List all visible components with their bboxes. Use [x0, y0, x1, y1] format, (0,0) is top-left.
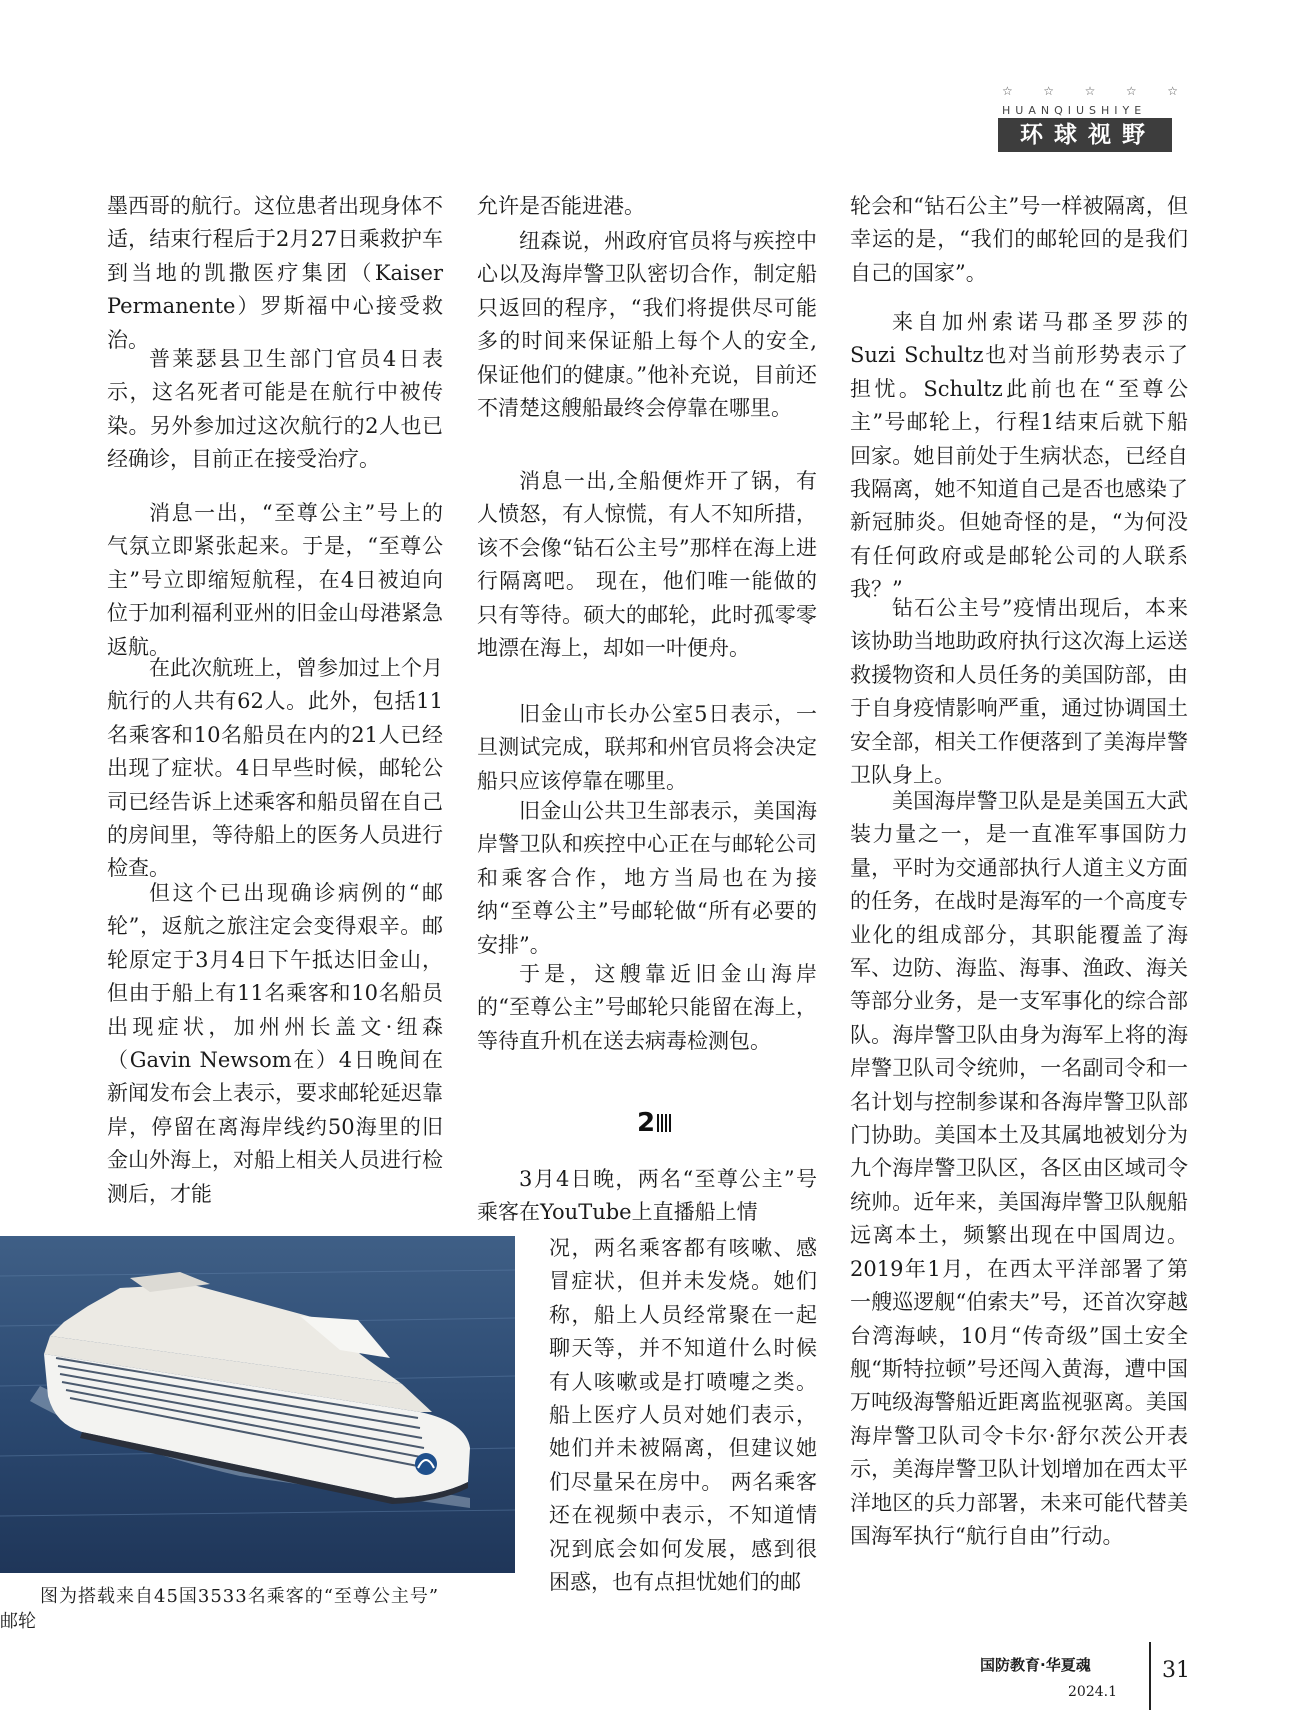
col3-paragraph-1: 轮会和“钻石公主”号一样被隔离，但幸运的是，“我们的邮轮回的是我们自己的国家”。	[850, 194, 1188, 285]
col2-paragraph-6: 于是，这艘靠近旧金山海岸的“至尊公主”号邮轮只能留在海上，等待直升机在送去病毒检测包。	[477, 962, 817, 1053]
col2-section-paragraph-cont: 况，两名乘客都有咳嗽、感冒症状，但并未发烧。她们称，船上人员经常聚在一起聊天等，并不知道什么时候有人咳嗽或是打喷嚏之类。船上医疗人员对她们表示，她们并未被隔离，但建议她们尽量呆在房中。 两名乘客还在视频中表示，不知道情况到底会如何发展，感到很困惑，也有点担忧她们的邮	[549, 1236, 817, 1595]
col2-paragraph-3: 消息一出,全船便炸开了锅，有人愤怒，有人惊慌，有人不知所措，该不会像“钻石公主号”那样在海上进行隔离吧。 现在，他们唯一能做的只有等待。硕大的邮轮，此时孤零零地漂在海上，却如一叶便舟。	[477, 469, 817, 661]
col1-paragraph-3: 消息一出，“至尊公主”号上的气氛立即紧张起来。于是，“至尊公主”号立即缩短航程，在4日被迫向位于加利福利亚州的旧金山母港紧急返航。	[107, 501, 443, 659]
section-number: 2	[637, 1108, 673, 1138]
header-stars	[1002, 84, 1178, 98]
section-pinyin: HUANQIUSHIYE	[1002, 104, 1147, 117]
star-icon: ☆	[1043, 84, 1055, 98]
star-icon: ☆	[1002, 84, 1013, 98]
star-icon: ☆	[1084, 84, 1096, 98]
issue-date: 2024.1	[1068, 1684, 1117, 1700]
col3-paragraph-2: 来自加州索诺马郡圣罗莎的Suzi Schultz也对当前形势表示了担忧。Schultz此前也在“至尊公主”号邮轮上，行程1结束后就下船回家。她目前处于生病状态，已经自我隔离，她不知道自己是否也感染了新冠肺炎。但她奇怪的是，“为何没有任何政府或是邮轮公司的人联系我？”	[850, 310, 1188, 602]
col2-paragraph-2: 纽森说，州政府官员将与疾控中心以及海岸警卫队密切合作，制定船只返回的程序，“我们将提供尽可能多的时间来保证船上每个人的安全,保证他们的健康。”他补充说，目前还不清楚这艘船最终会停靠在哪里。	[477, 229, 817, 421]
cruise-ship-photo	[0, 1236, 515, 1573]
cruise-ship-image	[0, 1236, 515, 1573]
col1-paragraph-5: 但这个已出现确诊病例的“邮轮”，返航之旅注定会变得艰辛。邮轮原定于3月4日下午抵达旧金山，但由于船上有11名乘客和10名船员出现症状，加州州长盖文·纽森（Gavin Newsom在）4日晚间在新闻发布会上表示，要求邮轮延迟靠岸，停留在离海岸线约50海里的旧金山外海上，对船上相关人员进行检测后，才能	[107, 881, 443, 1206]
col3-paragraph-3: 钻石公主号”疫情出现后，本来该协助当地助政府执行这次海上运送救援物资和人员任务的美国防部，由于自身疫情影响严重，通过协调国土安全部，相关工作便落到了美海岸警卫队身上。	[850, 596, 1188, 788]
star-icon: ☆	[1125, 84, 1137, 98]
col1-paragraph-4: 在此次航班上，曾参加过上个月航行的人共有62人。此外，包括11名乘客和10名船员在内的21人已经出现了症状。4日早些时候，邮轮公司已经告诉上述乘客和船员留在自己的房间里，等待船上的医务人员进行检查。	[107, 656, 443, 881]
col2-paragraph-4: 旧金山市长办公室5日表示，一旦测试完成，联邦和州官员将会决定船只应该停靠在哪里。	[477, 702, 817, 793]
photo-caption: 图为搭载来自45国3533名乘客的“至尊公主号”	[40, 1586, 440, 1607]
col2-paragraph-1: 允许是否能进港。	[477, 194, 645, 218]
section-title: 环球视野	[998, 118, 1172, 152]
photo-caption-continued: 邮轮	[0, 1611, 36, 1632]
col3-paragraph-4: 美国海岸警卫队是是美国五大武装力量之一，是一直准军事国防力量，平时为交通部执行人道主义方面的任务，在战时是海军的一个高度专业化的组成部分，其职能覆盖了海军、边防、海监、海事、渔政、海关等部分业务，是一支军事化的综合部队。海岸警卫队由身为海军上将的海岸警卫队司令统帅，一名副司令和一名计划与控制参谋和各海岸警卫队部门协助。美国本土及其属地被划分为九个海岸警卫队区，各区由区域司令统帅。近年来，美国海岸警卫队舰船远离本土，频繁出现在中国周边。2019年1月，在西太平洋部署了第一艘巡逻舰“伯索夫”号，还首次穿越台湾海峡，10月“传奇级”国土安全舰“斯特拉顿”号还闯入黄海，遭中国万吨级海警船近距离监视驱离。美国海岸警卫队司令卡尔·舒尔茨公开表示，美海岸警卫队计划增加在西太平洋地区的兵力部署，未来可能代替美国海军执行“航行自由”行动。	[850, 789, 1188, 1548]
col2-section-paragraph-start: 3月4日晚，两名“至尊公主”号乘客在YouTube上直播船上情	[477, 1167, 817, 1225]
page-number: 31	[1162, 1658, 1190, 1683]
section-bar-icon	[657, 1114, 673, 1132]
col2-paragraph-5: 旧金山公共卫生部表示，美国海岸警卫队和疾控中心正在与邮轮公司和乘客合作，地方当局也在为接纳“至尊公主”号邮轮做“所有必要的安排”。	[477, 799, 817, 957]
col1-paragraph-1: 墨西哥的航行。这位患者出现身体不适，结束行程后于2月27日乘救护车到当地的凯撒医疗集团（Kaiser Permanente）罗斯福中心接受救治。	[107, 194, 443, 352]
footer-divider	[1149, 1642, 1151, 1710]
star-icon: ☆	[1167, 84, 1178, 98]
col1-paragraph-2: 普莱瑟县卫生部门官员4日表示，这名死者可能是在航行中被传染。另外参加过这次航行的2人也已经确诊，目前正在接受治疗。	[107, 347, 443, 472]
publication-name: 国防教育·华夏魂	[980, 1656, 1091, 1674]
